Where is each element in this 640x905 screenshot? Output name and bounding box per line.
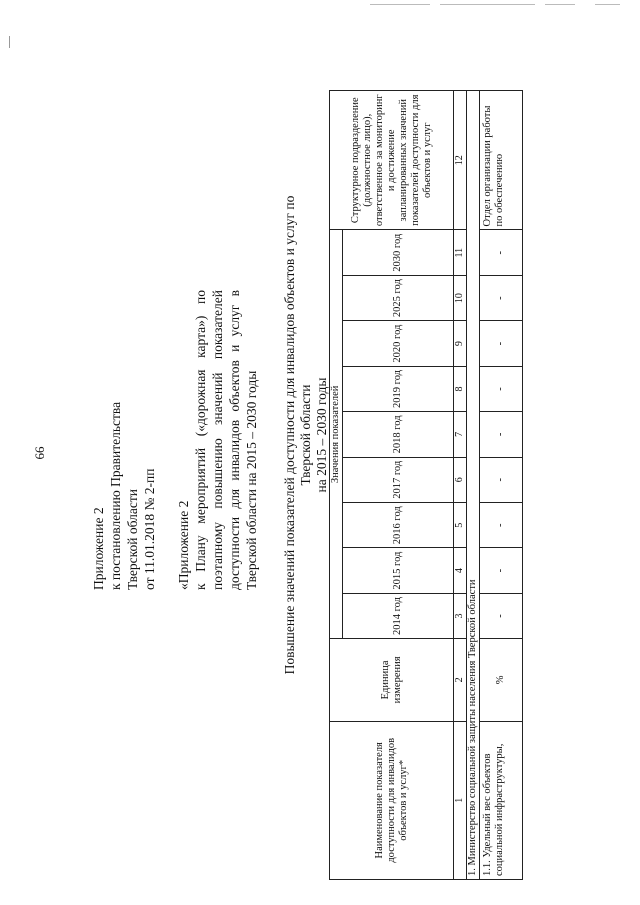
col-header-year: 2019 год: [343, 366, 454, 411]
section-row: [467, 91, 480, 880]
responsible-cell: Отдел организации работы по обеспечению: [480, 91, 523, 230]
title-line: на 2015 – 2030 годы: [314, 377, 329, 493]
value-cell: -: [480, 412, 523, 457]
table-row: [480, 91, 523, 880]
column-number: 9: [454, 321, 467, 366]
scan-artifact-line: [370, 4, 430, 5]
value-cell: -: [480, 548, 523, 593]
appendix-ref-line: к постановлению Правительства: [108, 401, 123, 590]
appendix-header: [90, 290, 260, 590]
appendix-sub-title: «Приложение 2: [176, 500, 191, 590]
column-number: 6: [454, 457, 467, 502]
scan-artifact-line: [440, 4, 535, 5]
section-heading: 1. Министерство социальной защиты населения Тверской области: [467, 91, 480, 880]
value-cell: -: [480, 503, 523, 548]
col-header-name: Наименование показателя доступности для инвалидов объектов и услуг*: [330, 721, 454, 879]
header-row: [330, 91, 343, 880]
col-header-values-group: Значения показателей: [330, 230, 343, 639]
column-number: 1: [454, 721, 467, 879]
col-header-year: 2018 год: [343, 412, 454, 457]
column-number: 3: [454, 593, 467, 638]
appendix-date-line: от 11.01.2018 № 2-пп: [142, 468, 157, 590]
col-header-year: 2017 год: [343, 457, 454, 502]
scan-artifact-line: [595, 4, 620, 5]
column-number: 10: [454, 275, 467, 320]
document-title: [282, 175, 330, 695]
value-cell: -: [480, 457, 523, 502]
scan-artifact-line: [545, 4, 575, 5]
column-number: 12: [454, 91, 467, 230]
value-cell: -: [480, 321, 523, 366]
value-cell: -: [480, 593, 523, 638]
col-header-year: 2016 год: [343, 503, 454, 548]
col-header-responsible: Структурное подразделение (должностное лицо), ответственное за мониторинг и достижение запланированных значений показателей доступности для объектов и услуг: [330, 91, 454, 230]
value-cell: -: [480, 275, 523, 320]
col-header-year: 2014 год: [343, 593, 454, 638]
appendix-title: Приложение 2: [91, 507, 106, 590]
col-header-year: 2015 год: [343, 548, 454, 593]
column-number: 11: [454, 230, 467, 276]
indicators-table-container: [329, 90, 523, 880]
column-numbers-row: [454, 91, 467, 880]
appendix-sub-text: к Плану мероприятий («дорожная карта») по поэтапному повышению значений показателей доступности для инвалидов объектов и услуг в Тверской области на 2015 – 2030 годы: [193, 290, 259, 590]
value-cell: -: [480, 230, 523, 276]
col-header-year: 2025 год: [343, 275, 454, 320]
column-number: 5: [454, 503, 467, 548]
column-number: 2: [454, 639, 467, 721]
col-header-year: 2030 год: [343, 230, 454, 276]
indicator-name-cell: 1.1. Удельный вес объектов социальной инфраструктуры,: [480, 721, 523, 879]
scan-edge-mark: [9, 36, 10, 48]
col-header-unit: Единица измерения: [330, 639, 454, 721]
column-number: 8: [454, 366, 467, 411]
title-line: Повышение значений показателей доступности для инвалидов объектов и услуг по Тверской области: [282, 195, 313, 675]
appendix-ref-line: Тверской области: [125, 489, 140, 590]
page-number: 66: [32, 446, 47, 460]
unit-cell: %: [480, 639, 523, 721]
value-cell: -: [480, 366, 523, 411]
column-number: 4: [454, 548, 467, 593]
col-header-year: 2020 год: [343, 321, 454, 366]
column-number: 7: [454, 412, 467, 457]
indicators-table: [329, 90, 523, 880]
